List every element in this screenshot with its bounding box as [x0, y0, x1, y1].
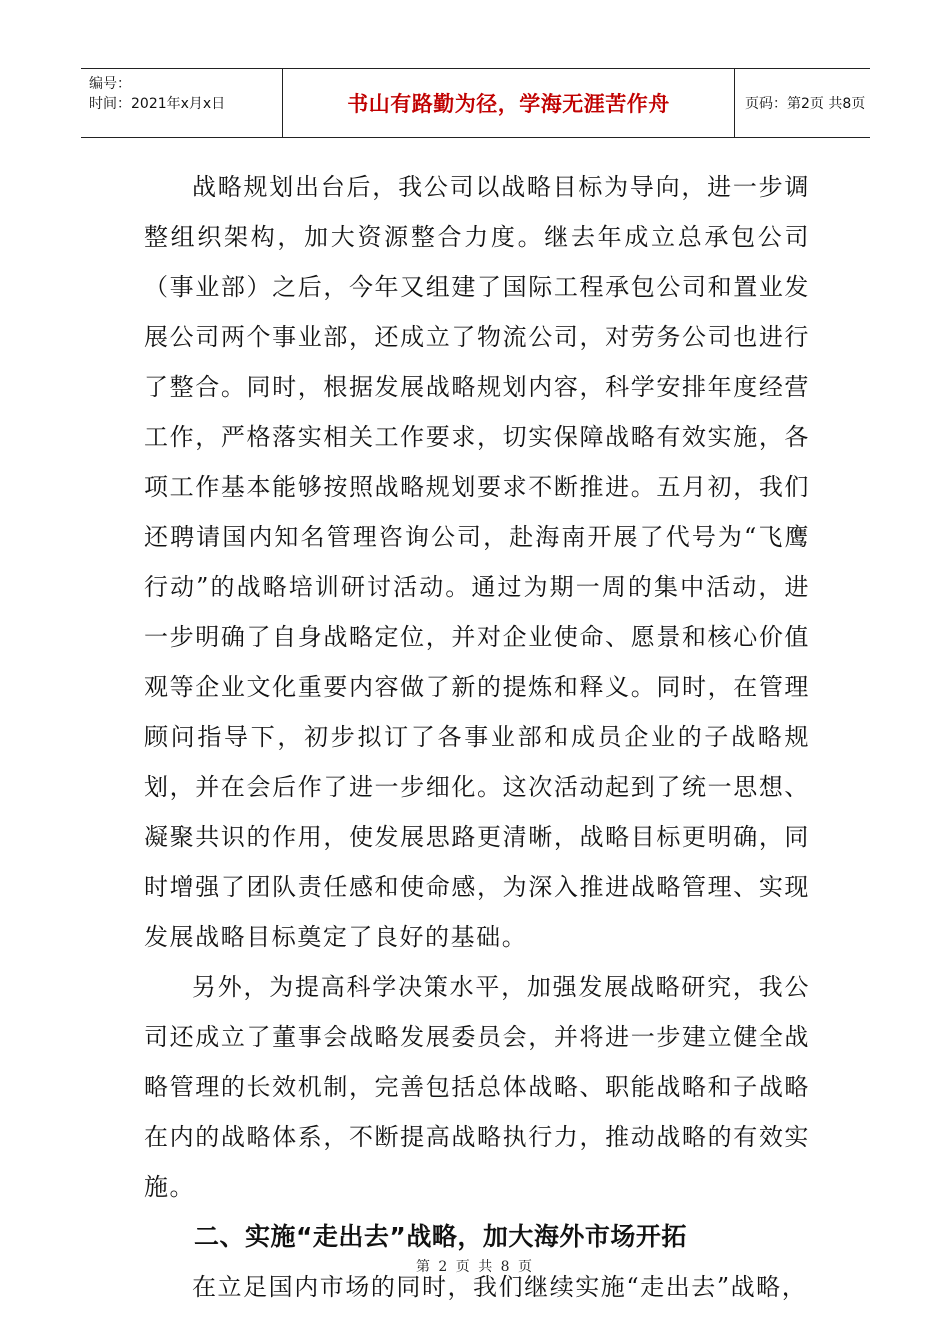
section-heading: 二、实施“走出去”战略，加大海外市场开拓	[194, 1222, 687, 1251]
header-motto: 书山有路勤为径，学海无涯苦作舟	[347, 92, 670, 116]
header-meta-cell	[81, 69, 283, 137]
header-page-cell	[735, 69, 870, 137]
document-number-label: 编号：	[89, 76, 131, 92]
document-body	[144, 162, 810, 1312]
page-footer: 第 2 页 共 8 页	[415, 1259, 535, 1275]
body-paragraph: 战略规划出台后，我公司以战略目标为导向，进一步调整组织架构，加大资源整合力度。继去年成立总承包公司（事业部）之后，今年又组建了国际工程承包公司和置业发展公司两个事业部，还成立了物流公司，对劳务公司也进行了整合。同时，根据发展战略规划内容，科学安排年度经营工作，严格落实相关工作要求，切实保障战略有效实施，各项工作基本能够按照战略规划要求不断推进。五月初，我们还聘请国内知名管理咨询公司，赴海南开展了代号为“飞鹰行动”的战略培训研讨活动。通过为期一周的集中活动，进一步明确了自身战略定位，并对企业使命、愿景和核心价值观等企业文化重要内容做了新的提炼和释义。同时，在管理顾问指导下，初步拟订了各事业部和成员企业的子战略规划，并在会后作了进一步细化。这次活动起到了统一思想、凝聚共识的作用，使发展思路更清晰，战略目标更明确，同时增强了团队责任感和使命感，为深入推进战略管理、实现发展战略目标奠定了良好的基础。	[144, 173, 810, 951]
document-date: 时间：2021年x月x日	[89, 96, 226, 112]
body-paragraph: 在立足国内市场的同时，我们继续实施“走出去”战略，	[192, 1273, 808, 1301]
header-motto-cell	[283, 69, 735, 137]
page-header	[81, 68, 870, 138]
header-page-info: 页码：第2页 共8页	[745, 96, 866, 112]
body-paragraph: 另外，为提高科学决策水平，加强发展战略研究，我公司还成立了董事会战略发展委员会，并将进一步建立健全战略管理的长效机制，完善包括总体战略、职能战略和子战略在内的战略体系，不断提高战略执行力，推动战略的有效实施。	[144, 973, 810, 1201]
